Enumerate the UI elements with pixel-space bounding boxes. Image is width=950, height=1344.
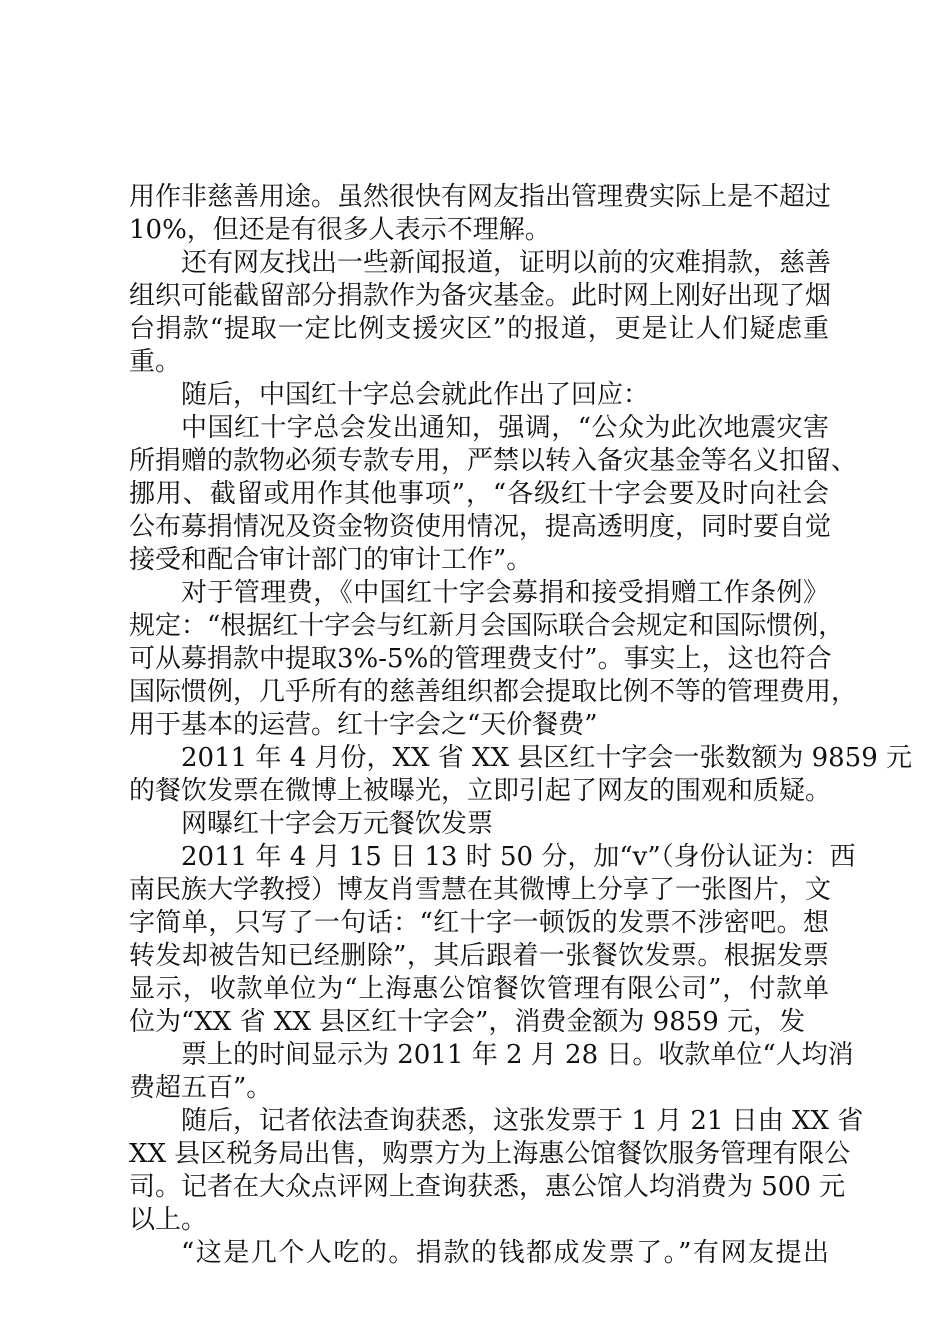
text-line: 挪用、截留或用作其他事项”，“各级红十字会要及时向社会: [129, 479, 829, 509]
text-line: 还有网友找出一些新闻报道，证明以前的灾难捐款，慈善: [181, 248, 832, 278]
text-line: 组织可能截留部分捐款作为备灾基金。此时网上刚好出现了烟: [129, 281, 832, 311]
text-line: 国际惯例，几乎所有的慈善组织都会提取比例不等的管理费用，: [129, 677, 858, 707]
text-line: 司。记者在大众点评网上查询获悉，惠公馆人均消费为 500 元: [129, 1172, 846, 1202]
text-line: 转发却被告知已经删除”，其后跟着一张餐饮发票。根据发票: [129, 941, 829, 971]
text-line: 规定：“根据红十字会与红新月会国际联合会规定和国际惯例，: [129, 611, 845, 641]
text-line: 以上。: [129, 1205, 208, 1235]
text-line: 南民族大学教授）博友肖雪慧在其微博上分享了一张图片，文: [129, 875, 832, 905]
text-line: 随后，记者依法查询获悉，这张发票于 1 月 21 日由 XX 省: [181, 1106, 864, 1136]
text-line: 对于管理费，《中国红十字会募捐和接受捐赠工作条例》: [181, 578, 829, 608]
text-line: 2011 年 4 月份，XX 省 XX 县区红十字会一张数额为 9859 元: [181, 743, 913, 773]
text-line: 台捐款“提取一定比例支援灾区”的报道，更是让人们疑虑重: [129, 314, 829, 344]
text-line: 接受和配合审计部门的审计工作”。: [129, 545, 533, 575]
text-line: “这是几个人吃的。捐款的钱都成发票了。”有网友提出: [181, 1238, 829, 1268]
text-line: 票上的时间显示为 2011 年 2 月 28 日。收款单位“人均消: [181, 1040, 854, 1070]
text-line: 可从募捐款中提取3%-5%的管理费支付”。事实上，这也符合: [129, 644, 832, 674]
text-line: 用作非慈善用途。虽然很快有网友指出管理费实际上是不超过: [129, 182, 832, 212]
text-line: 费超五百”。: [129, 1073, 273, 1103]
text-line: 2011 年 4 月 15 日 13 时 50 分，加“v”（身份认证为：西: [181, 842, 856, 872]
text-line: 公布募捐情况及资金物资使用情况，提高透明度，同时要自觉: [129, 512, 832, 542]
text-line: 字简单，只写了一句话：“红十字一顿饭的发票不涉密吧。想: [129, 908, 829, 938]
text-line: 位为“XX 省 XX 县区红十字会”，消费金额为 9859 元，发: [129, 1007, 806, 1037]
text-line: 用于基本的运营。红十字会之“天价餐费”: [129, 710, 598, 740]
text-line: 的餐饮发票在微博上被曝光，立即引起了网友的围观和质疑。: [129, 776, 832, 806]
text-line: 网曝红十字会万元餐饮发票: [181, 809, 494, 839]
text-line: 随后，中国红十字总会就此作出了回应：: [181, 380, 650, 410]
text-line: 所捐赠的款物必须专款专用，严禁以转入备灾基金等名义扣留、: [129, 446, 858, 476]
text-line: 重。: [129, 347, 182, 377]
text-line: 10%，但还是有很多人表示不理解。: [129, 215, 551, 245]
text-line: 中国红十字总会发出通知，强调，“公众为此次地震灾害: [181, 413, 829, 443]
text-line: 显示，收款单位为“上海惠公馆餐饮管理有限公司”，付款单: [129, 974, 829, 1004]
text-line: XX 县区税务局出售，购票方为上海惠公馆餐饮服务管理有限公: [129, 1139, 851, 1169]
